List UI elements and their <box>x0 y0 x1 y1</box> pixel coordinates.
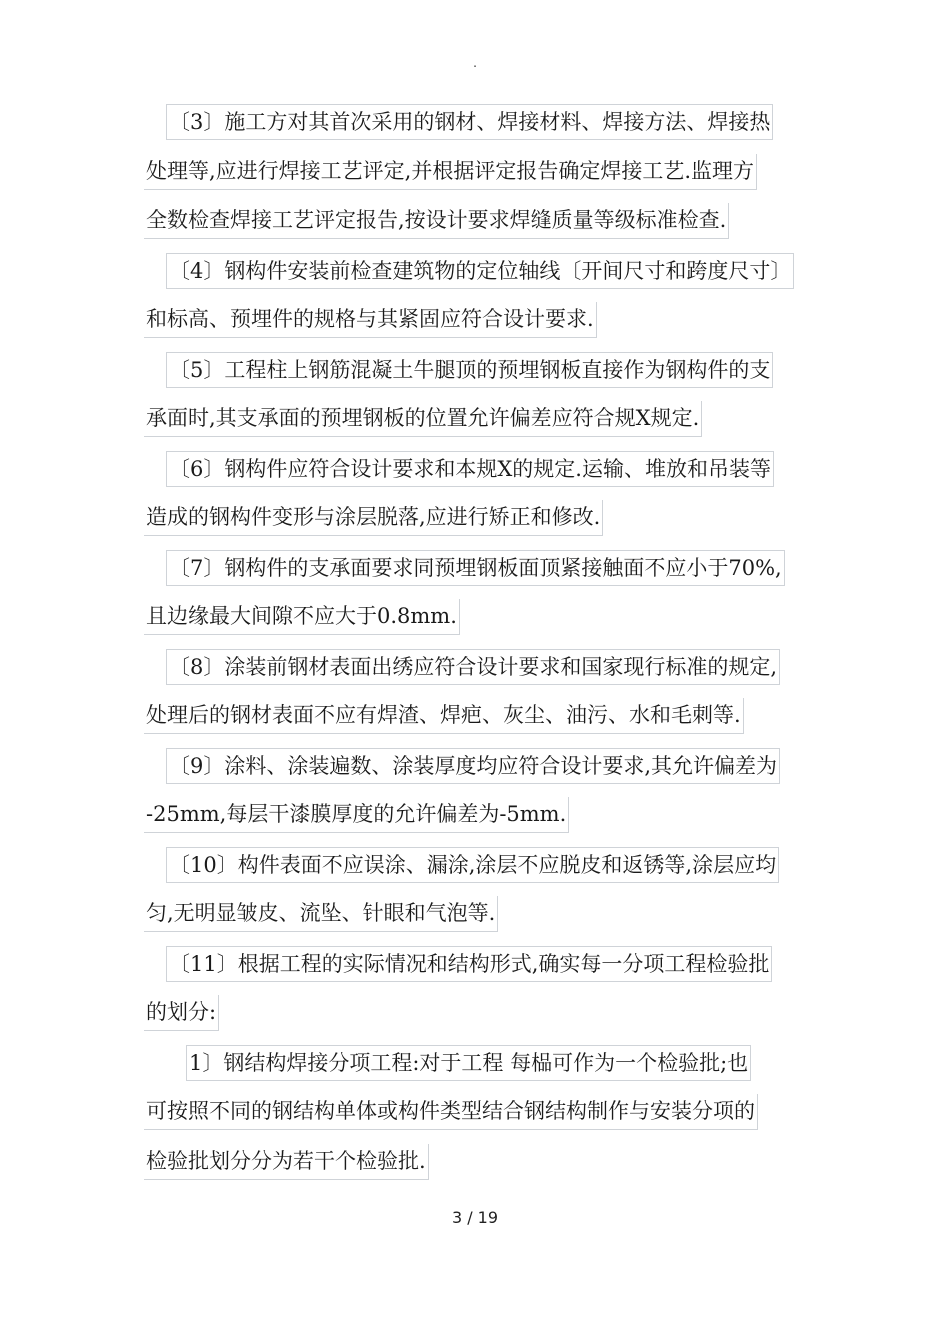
paragraph-5-line-2: 且边缘最大间隙不应大于0.8mm. <box>144 599 460 635</box>
paragraph-2-line-1: 〔4〕钢构件安装前检查建筑物的定位轴线〔开间尺寸和跨度尺寸〕 <box>166 253 794 289</box>
paragraph-7-line-2: -25mm,每层干漆膜厚度的允许偏差为-5mm. <box>144 797 569 833</box>
paragraph-4-line-1: 〔6〕钢构件应符合设计要求和本规X的规定.运输、堆放和吊装等 <box>166 451 774 487</box>
header-mark: . <box>473 56 477 70</box>
paragraph-10-line-3: 检验批划分分为若干个检验批. <box>144 1144 429 1180</box>
paragraph-1-line-1: 〔3〕施工方对其首次采用的钢材、焊接材料、焊接方法、焊接热 <box>166 104 773 140</box>
page-number: 3 / 19 <box>451 1208 499 1227</box>
paragraph-1-line-3: 全数检查焊接工艺评定报告,按设计要求焊缝质量等级标准检查. <box>144 203 729 239</box>
paragraph-10-line-2: 可按照不同的钢结构单体或构件类型结合钢结构制作与安装分项的 <box>144 1094 758 1130</box>
paragraph-3-line-2: 承面时,其支承面的预埋钢板的位置允许偏差应符合规X规定. <box>144 401 702 437</box>
paragraph-3-line-1: 〔5〕工程柱上钢筋混凝土牛腿顶的预埋钢板直接作为钢构件的支 <box>166 352 773 388</box>
paragraph-9-line-1: 〔11〕根据工程的实际情况和结构形式,确实每一分项工程检验批 <box>166 946 772 982</box>
paragraph-6-line-1: 〔8〕涂装前钢材表面出绣应符合设计要求和国家现行标准的规定, <box>166 649 780 685</box>
paragraph-7-line-1: 〔9〕涂料、涂装遍数、涂装厚度均应符合设计要求,其允许偏差为 <box>166 748 780 784</box>
paragraph-6-line-2: 处理后的钢材表面不应有焊渣、焊疤、灰尘、油污、水和毛刺等. <box>144 698 744 734</box>
paragraph-4-line-2: 造成的钢构件变形与涂层脱落,应进行矫正和修改. <box>144 500 603 536</box>
paragraph-8-line-2: 匀,无明显皱皮、流坠、针眼和气泡等. <box>144 896 498 932</box>
paragraph-5-line-1: 〔7〕钢构件的支承面要求同预埋钢板面顶紧接触面不应小于70%, <box>166 550 785 586</box>
paragraph-2-line-2: 和标高、预埋件的规格与其紧固应符合设计要求. <box>144 302 597 338</box>
paragraph-1-line-2: 处理等,应进行焊接工艺评定,并根据评定报告确定焊接工艺.监理方 <box>144 154 757 190</box>
paragraph-8-line-1: 〔10〕构件表面不应误涂、漏涂,涂层不应脱皮和返锈等,涂层应均 <box>166 847 779 883</box>
paragraph-9-line-2: 的划分: <box>144 995 219 1031</box>
paragraph-10-line-1: 1〕钢结构焊接分项工程:对于工程 每榀可作为一个检验批;也 <box>186 1045 751 1081</box>
